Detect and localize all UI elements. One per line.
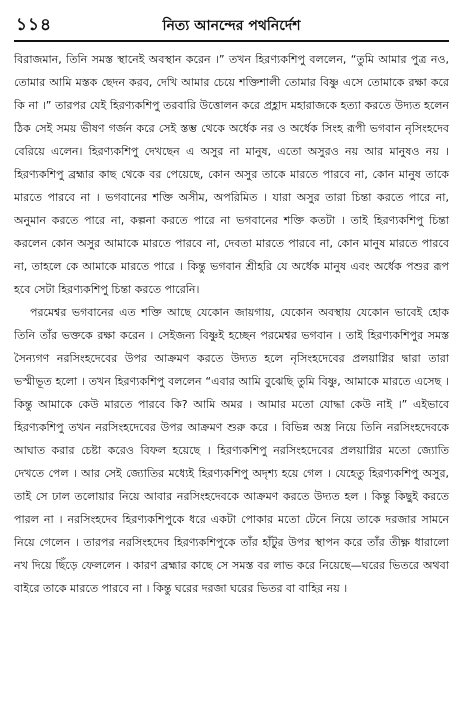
page-number: ১১৪ bbox=[16, 15, 53, 35]
paragraph: পরমেশ্বর ভগবানের এত শক্তি আছে যেকোন জায়গায়, যেকোন অবস্থায় যেকোন ভাবেই হোক তিনি তাঁর ভক্তকে রক্ষা করেন । সেইজন্য বিষ্ণুই হচ্ছেন পরমেশ্বর ভগবান । তাই হিরণ্যকশিপুর সমস্ত সৈন্যগণ নরসিংহদেবের উপর আক্রমণ করতে উদ্যত হলে নৃসিংহদেবের প্রলয়াগ্নির দ্বারা তারা ভস্মীভূত হলো । তখন হিরণ্যকশিপু বললেন “এবার আমি বুঝেছি তুমি বিষ্ণু, আমাকে মারতে এসেছ । কিন্তু আমাকে কেউ মারতে পারবে কি? আমি অমর । আমার মতো যোদ্ধা কেউ নাই ।” এইভাবে হিরণ্যকশিপু তখন নরসিংহদেবের উপর আক্রমণ শুরু করে । বিভিন্ন অস্ত্র নিয়ে তিনি নরসিংহদেবকে আঘাত করার চেষ্টা করেও বিফল হয়েছে । হিরণ্যকশিপু নরসিংহদেবের প্রলয়াগ্নির মতো জ্যোতি দেখতে পেল । আর সেই জ্যোতির মধ্যেই হিরণ্যকশিপু অদৃশ্য হয়ে গেল । যেহেতু হিরণ্যকশিপু অসুর, তাই সে ঢাল তলোয়ার নিয়ে আবার নরসিংহদেবকে আক্রমণ করতে উদ্যত হল । কিন্তু কিছুই করতে পারল না । নরসিংহদেব হিরণ্যকশিপুকে ধরে একটা পোকার মতো টেনে নিয়ে তাকে দরজার সামনে নিয়ে গেলেন । তারপর নরসিংহদেব হিরণ্যকশিপুকে তাঁর হাঁটুর উপর স্থাপন করে তাঁর তীক্ষ্ণ ধারালো নখ দিয়ে ছিঁড়ে ফেললেন । কারণ ব্রহ্মার কাছে সে সমস্ত বর লাভ করে নিয়েছে—ঘরের ভিতরে অথবা বাইরে তাকে মারতে পারবে না । কিন্তু ঘরের দরজা ঘরের ভিতর বা বাহির নয় । bbox=[14, 306, 449, 595]
body-text bbox=[14, 48, 449, 600]
page-header bbox=[14, 10, 449, 40]
running-title: নিত্য আনন্দের পথনির্দেশ bbox=[162, 18, 301, 34]
paragraph: বিরাজমান, তিনি সমস্ত স্থানেই অবস্থান করেন ।” তখন হিরণ্যকশিপু বললেন, “তুমি আমার পুত্র নও, তোমার আমি মস্তক ছেদন করব, দেখি আমার চেয়ে শক্তিশালী তোমার বিষ্ণু এসে তোমাকে রক্ষা করে কি না ।” তারপর যেই হিরণ্যকশিপু তরবারি উত্তোলন করে প্রহ্লাদ মহারাজকে হত্যা করতে উদ্যত হলেন ঠিক সেই সময় ভীষণ গর্জন করে সেই স্তম্ভ থেকে অর্ধেক নর ও অর্ধেক সিংহ রূপী ভগবান নৃসিংহদেব বেরিয়ে এলেন। হিরণ্যকশিপু দেখছেন এ অসুর না মানুষ, এতো অসুরও নয় আর মানুষও নয় । হিরণ্যকশিপু ব্রহ্মার কাছ থেকে বর পেয়েছে, কোন অসুর তাকে মারতে পারবে না, কোন মানুষ তাকে মারতে পারবে না । ভগবানের শক্তি অসীম, অপরিমিত । যারা অসুর তারা চিন্তা করতে পারে না, অনুমান করতে পারে না, কল্পনা করতে পারে না ভগবানের শক্তি কতটা । তাই হিরণ্যকশিপু চিন্তা করলেন কোন অসুর আমাকে মারতে পারবে না, দেবতা মারতে পারবে না, কোন মানুষ মারতে পারবে না, তাহলে কে আমাকে মারতে পারে । কিন্তু ভগবান শ্রীহরি যে অর্ধেক মানুষ এবং অর্ধেক পশুর রূপ হবে সেটা হিরণ্যকশিপু চিন্তা করতে পারেনি। bbox=[14, 53, 449, 296]
header-rule bbox=[14, 40, 449, 42]
